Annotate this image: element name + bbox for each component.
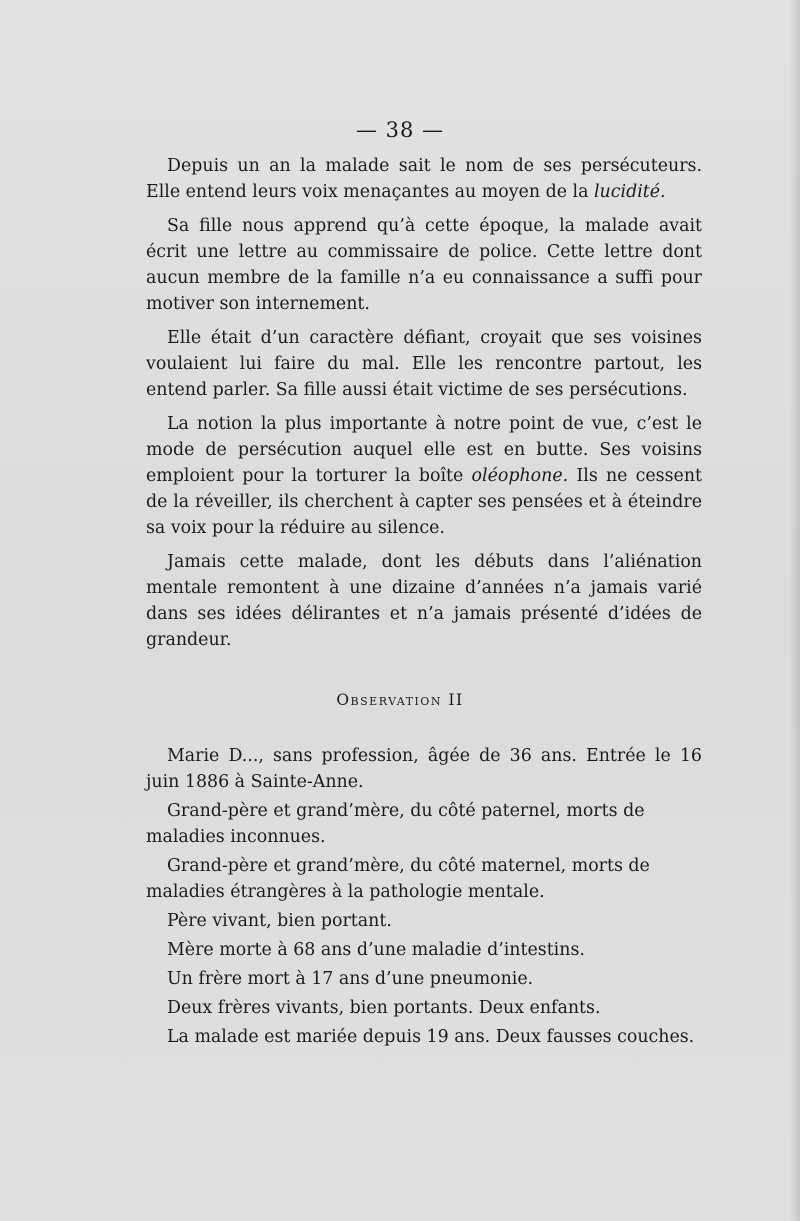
observation-heading: Observation II	[336, 691, 464, 709]
observation-line: Mère morte à 68 ans d’une maladie d’intestins.	[167, 940, 585, 960]
paragraph-4	[146, 411, 702, 541]
paragraph-4-italic: oléophone.	[471, 466, 569, 486]
paragraph-5: Jamais cette malade, dont les débuts dans l’aliénation mentale remontent à une dizaine d’années n’a jamais varié dans ses idées délirantes et n’a jamais présenté d’idées de grandeur.	[146, 552, 702, 650]
paragraph-4-text-a: La notion la plus importante à notre point de vue, c’est le mode de persécution auquel elle est en butte. Ses voisins emploient pour la torturer la boîte	[146, 414, 702, 486]
paragraph-1-text: Depuis un an la malade sait le nom de ses persécuteurs. Elle entend leurs voix menaçantes au moyen de la	[146, 156, 702, 202]
observation-line: Grand-père et grand’mère, du côté paternel, morts de maladies inconnues.	[146, 801, 645, 847]
paragraph-1	[146, 153, 702, 205]
observation-line: Grand-père et grand’mère, du côté maternel, morts de maladies étrangères à la pathologie mentale.	[146, 856, 650, 902]
paragraph-1-italic: lucidité.	[594, 182, 666, 202]
page-edge-shadow	[790, 0, 800, 1221]
observation-section	[146, 743, 702, 1053]
observation-line: Deux frères vivants, bien portants. Deux enfants.	[167, 998, 601, 1018]
paragraph-3: Elle était d’un caractère défiant, croyait que ses voisines voulaient lui faire du mal. Elle les rencontre partout, les entend parler. Sa fille aussi était victime de ses persécutions.	[146, 328, 702, 400]
page-number: — 38 —	[355, 118, 445, 142]
paragraph-4-text-b: Ils ne cessent de la réveiller, ils cherchent à capter ses pensées et à éteindre sa voix pour la réduire au silence.	[146, 466, 703, 538]
paragraph-2: Sa fille nous apprend qu’à cette époque, la malade avait écrit une lettre au commissaire de police. Cette lettre dont aucun membre de la famille n’a eu connaissance a suffi pour motiver son internement.	[146, 216, 702, 314]
main-text-section	[146, 153, 702, 661]
observation-line: La malade est mariée depuis 19 ans. Deux fausses couches.	[167, 1027, 695, 1047]
observation-line: Père vivant, bien portant.	[167, 911, 392, 931]
observation-intro: Marie D..., sans profession, âgée de 36 ans. Entrée le 16 juin 1886 à Sainte-Anne.	[146, 746, 702, 792]
observation-line: Un frère mort à 17 ans d’une pneumonie.	[167, 969, 534, 989]
